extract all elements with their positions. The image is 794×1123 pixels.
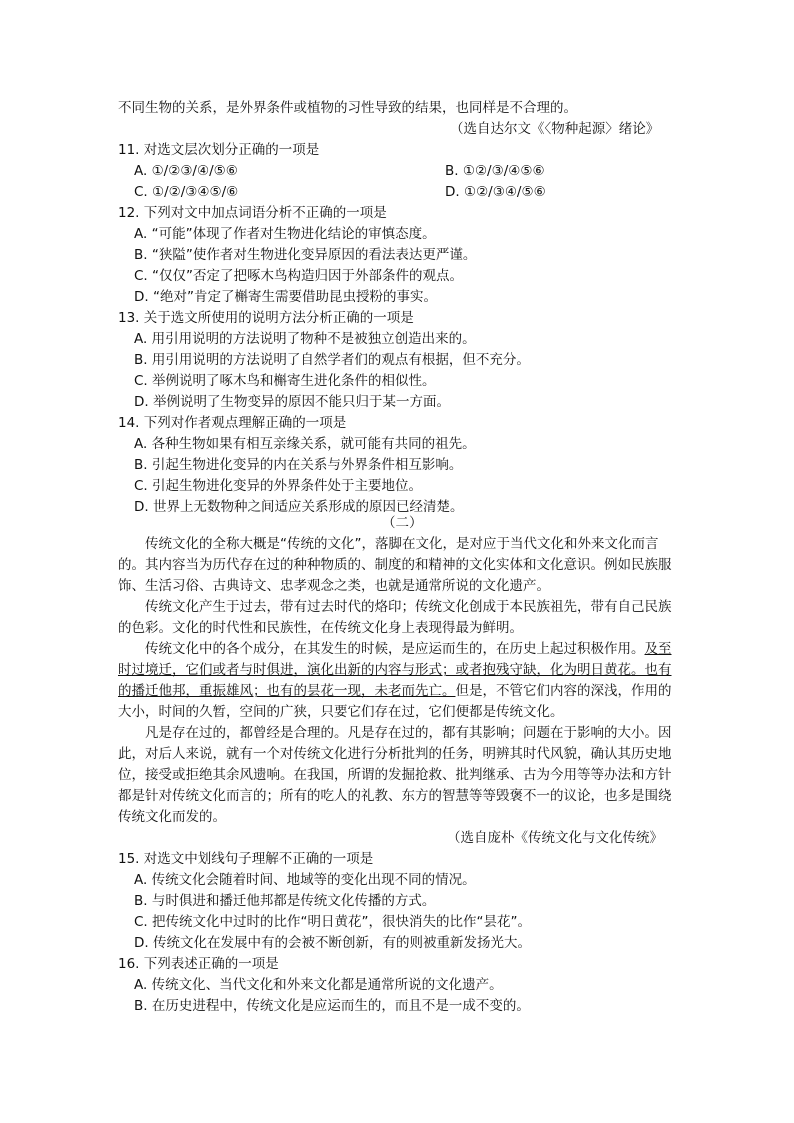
q12-option-b: B. “狭隘”使作者对生物进化变异原因的看法表达更严谨。	[134, 247, 477, 263]
q16-stem: 16. 下列表述正确的一项是	[118, 956, 279, 972]
q15-stem: 15. 对选文中划线句子理解不正确的一项是	[118, 851, 374, 867]
q14-option-d: D. 世界上无数物种之间适应关系形成的原因已经清楚。	[134, 499, 464, 515]
underlined-sentence: 及至时过境迁，它们或者与时俱进，演化出新的内容与形式；或者抱残守缺，化为明日黄花。也有的播迁他邦，重振雄风；也有的昙花一现，未老而先亡。	[118, 641, 672, 699]
passage-closing-line: 不同生物的关系，是外界条件或植物的习性导致的结果，也同样是不合理的。	[118, 100, 577, 116]
q11-option-d: D. ①②/③④/⑤⑥	[445, 184, 546, 200]
q16-option-a: A. 传统文化、当代文化和外来文化都是通常所说的文化遗产。	[134, 977, 503, 993]
section-heading: （二）	[382, 515, 423, 531]
q13-stem: 13. 关于选文所使用的说明方法分析正确的一项是	[118, 310, 414, 326]
passage2-paragraph-1: 传统文化的全称大概是“传统的文化”，落脚在文化，是对应于当代文化和外来文化而言的。其内容当为历代存在过的种种物质的、制度的和精神的文化实体和文化意识。例如民族服饰、生活习俗、古典诗文、忠孝观念之类，也就是通常所说的文化遗产。	[118, 536, 672, 594]
q11-stem: 11. 对选文层次划分正确的一项是	[118, 142, 320, 158]
q15-option-a: A. 传统文化会随着时间、地域等的变化出现不同的情况。	[134, 872, 476, 888]
q14-stem: 14. 下列对作者观点理解正确的一项是	[118, 415, 347, 431]
q15-option-d: D. 传统文化在发展中有的会被不断创新，有的则被重新发扬光大。	[134, 935, 531, 951]
q11-option-b: B. ①②/③/④⑤⑥	[445, 163, 545, 179]
q14-option-b: B. 引起生物进化变异的内在关系与外界条件相互影响。	[134, 457, 463, 473]
q12-stem: 12. 下列对文中加点词语分析不正确的一项是	[118, 205, 387, 221]
q15-option-b: B. 与时俱进和播迁他邦都是传统文化传播的方式。	[134, 893, 436, 909]
q11-option-a: A. ①/②③/④/⑤⑥	[134, 163, 238, 179]
q13-option-c: C. 举例说明了啄木鸟和槲寄生进化条件的相似性。	[134, 373, 436, 389]
passage2-paragraph-3	[118, 639, 684, 723]
passage2-source: （选自庞朴《传统文化与文化传统》	[447, 830, 663, 846]
paragraph-3-lead: 传统文化中的各个成分，在其发生的时候，是应运而生的，在历史上起过积极作用。	[145, 641, 645, 657]
q13-option-a: A. 用引用说明的方法说明了物种不是被独立创造出来的。	[134, 331, 476, 347]
q12-option-d: D. “绝对”肯定了槲寄生需要借助昆虫授粉的事实。	[134, 289, 437, 305]
passage2-paragraph-2: 传统文化产生于过去，带有过去时代的烙印；传统文化创成于本民族祖先，带有自己民族的色彩。文化的时代性和民族性，在传统文化身上表现得最为鲜明。	[118, 599, 672, 636]
passage1-source: （选自达尔文《〈物种起源〉绪论》	[450, 121, 660, 137]
q16-option-b: B. 在历史进程中，传统文化是应运而生的，而且不是一成不变的。	[134, 998, 530, 1014]
q13-option-d: D. 举例说明了生物变异的原因不能只归于某一方面。	[134, 394, 450, 410]
q12-option-c: C. “仅仅”否定了把啄木鸟构造归因于外部条件的观点。	[134, 268, 463, 284]
paragraph-3-tail: 但是，不管它们内容的深浅，作用的大小，时间的久暂，空间的广狭，只要它们存在过，它们便都是传统文化。	[118, 683, 672, 720]
q11-option-c: C. ①/②/③④⑤/⑥	[134, 184, 239, 200]
q13-option-b: B. 用引用说明的方法说明了自然学者们的观点有根据，但不充分。	[134, 352, 530, 368]
passage2-paragraph-4: 凡是存在过的，都曾经是合理的。凡是存在过的，都有其影响；问题在于影响的大小。因此，对后人来说，就有一个对传统文化进行分析批判的任务，明辨其时代风貌，确认其历史地位，接受或拒绝其余风遗响。在我国，所谓的发掘抢救、批判继承、古为今用等等办法和方针都是针对传统文化而言的；所有的吃人的礼教、东方的智慧等等毁褒不一的议论，也多是围绕传统文化而发的。	[118, 725, 672, 825]
q14-option-a: A. 各种生物如果有相互亲缘关系，就可能有共同的祖先。	[134, 436, 476, 452]
q15-option-c: C. 把传统文化中过时的比作“明日黄花”，很快消失的比作“昙花”。	[134, 914, 531, 930]
q12-option-a: A. “可能”体现了作者对生物进化结论的审慎态度。	[134, 226, 436, 242]
q14-option-c: C. 引起生物进化变异的外界条件处于主要地位。	[134, 478, 423, 494]
